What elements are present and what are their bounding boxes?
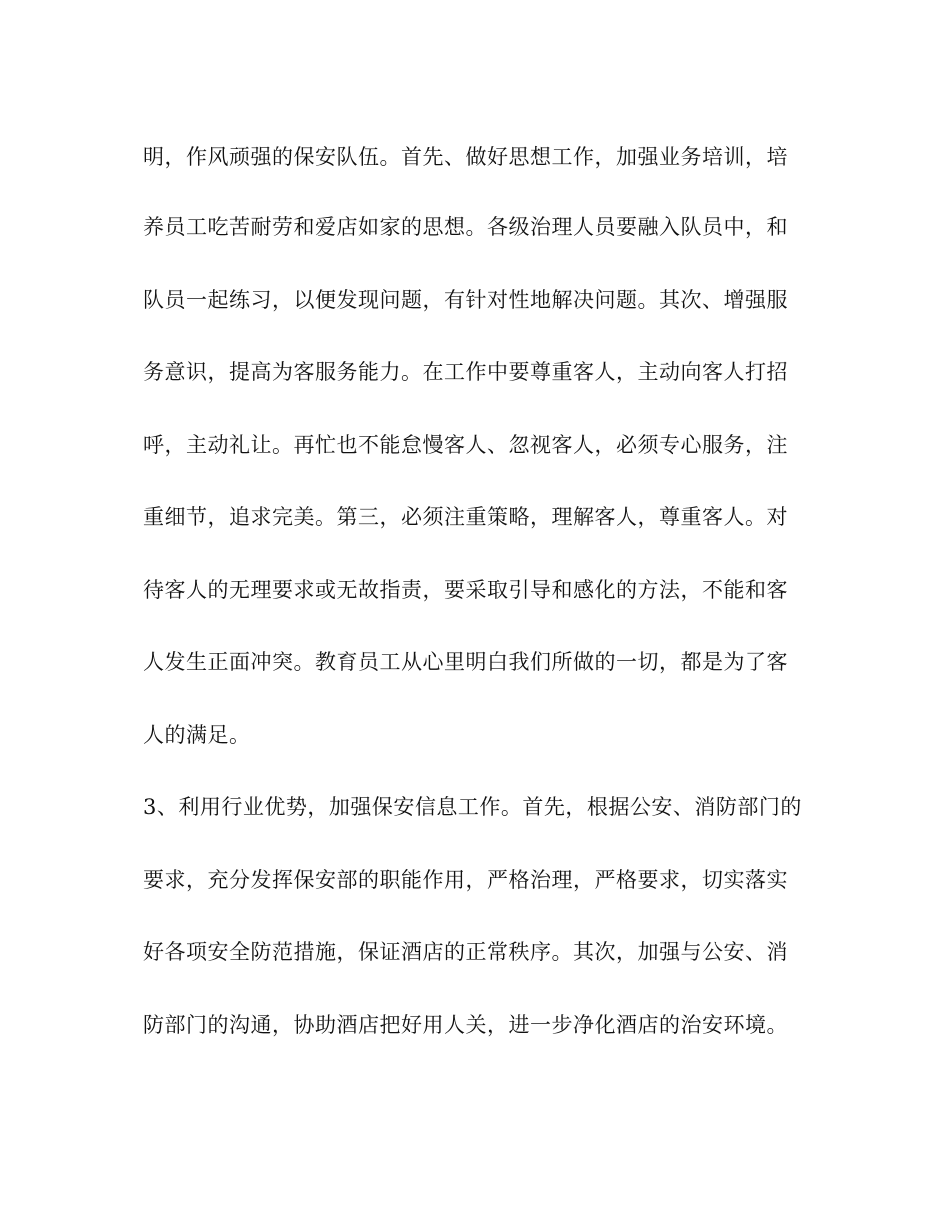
text-line: 人发生正面冲突。教育员工从心里明白我们所做的一切，都是为了客 — [143, 650, 788, 674]
text-line: 务意识，提高为客服务能力。在工作中要尊重客人，主动向客人打招 — [143, 360, 788, 384]
text-line: 人的满足。 — [143, 723, 251, 747]
text-line: 养员工吃苦耐劳和爱店如家的思想。各级治理人员要融入队员中，和 — [143, 215, 788, 239]
text-line: 明，作风顽强的保安队伍。首先、做好思想工作，加强业务培训，培 — [143, 145, 788, 169]
text-line: 3、利用行业优势，加强保安信息工作。首先，根据公安、消防部门的 — [143, 795, 802, 819]
text-line: 待客人的无理要求或无故指责，要采取引导和感化的方法，不能和客 — [143, 578, 788, 602]
text-line: 防部门的沟通，协助酒店把好用人关，进一步净化酒店的治安环境。 — [143, 1013, 788, 1037]
text-line: 队员一起练习，以便发现问题，有针对性地解决问题。其次、增强服 — [143, 288, 788, 312]
text-line: 好各项安全防范措施，保证酒店的正常秩序。其次，加强与公安、消 — [143, 940, 788, 964]
text-line: 要求，充分发挥保安部的职能作用，严格治理，严格要求，切实落实 — [143, 868, 788, 892]
text-line: 呼，主动礼让。再忙也不能怠慢客人、忽视客人，必须专心服务，注 — [143, 433, 788, 457]
text-line: 重细节，追求完美。第三，必须注重策略，理解客人，尊重客人。对 — [143, 505, 788, 529]
